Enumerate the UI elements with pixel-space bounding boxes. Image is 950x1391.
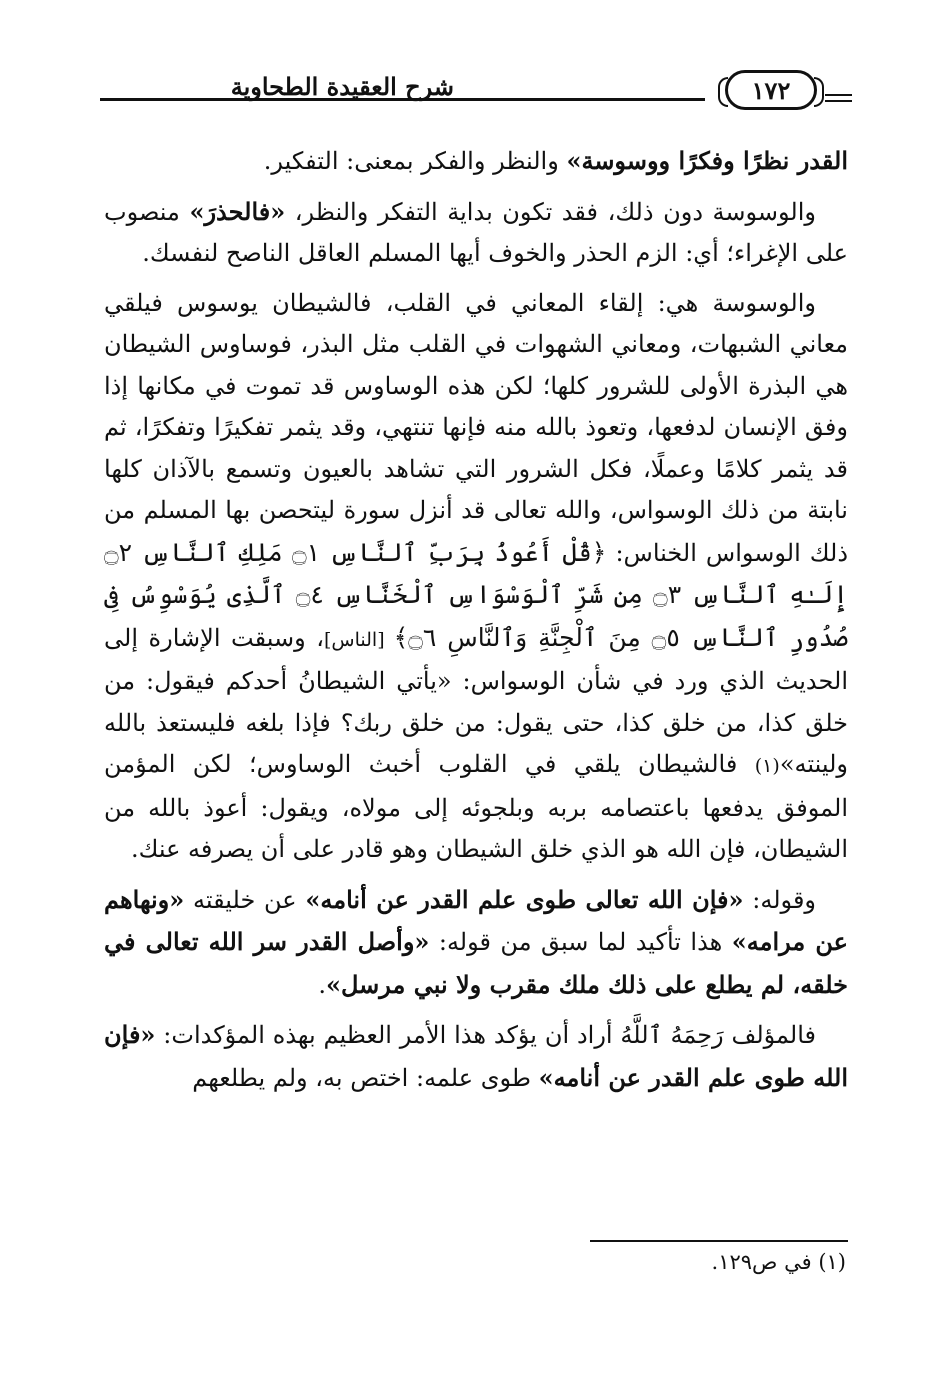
quoted-text: «ونهاهم عن مرامه» — [104, 884, 849, 956]
paragraph — [104, 879, 848, 1007]
paragraph — [104, 283, 848, 871]
page-header — [100, 58, 852, 118]
header-rule-right — [825, 94, 852, 96]
text-segment: عن خليقته — [184, 885, 306, 914]
text-segment: والوسوسة هي: إلقاء المعاني في القلب، فالشيطان يوسوس فيلقي معاني الشبهات، ومعاني الشهوات في القلب مثل البذر، فوساوس الشيطان هي البذرة الأولى للشرور كلها؛ لكن هذه الوساوس قد تموت في مكانها إذا وفق الإنسان لدفعها، وتعوذ بالله منه فإنها تنتهي، وقد يثمر تفكيرًا وتفكرًا، ثم قد يثمر كلامًا وعملًا، فكل الشرور التي تشاهد بالعيون وتسمع بالآذان كلها نابتة من ذلك الوسواس، والله تعالى قد أنزل سورة ليتحصن بها المسلم من ذلك الوسواس الخناس: — [104, 288, 849, 567]
footnote-rule — [590, 1240, 848, 1242]
text-segment: وقوله: — [743, 885, 817, 914]
quoted-text: «فإن الله تعالى طوى علم القدر عن أنامه» — [305, 884, 744, 914]
text-segment: (١) — [754, 755, 780, 777]
quoted-text: القدر نظرًا وفكرًا ووسوسة» — [566, 146, 848, 175]
quoted-text: «فالحذرَ» — [189, 196, 286, 226]
book-title: شرح العقيدة الطحاوية — [230, 72, 454, 101]
header-rule — [100, 98, 705, 101]
quoted-text: «فإن الله طوى علم القدر عن أنامه» — [104, 1020, 848, 1092]
text-segment: [الناس] — [324, 628, 394, 651]
text-segment: منصوب على الإغراء؛ أي: الزم الحذر والخوف أيها المسلم العاقل الناصح لنفسك. — [104, 197, 848, 267]
quoted-text: «وأصل القدر سر الله تعالى في خلقه، لم يطلع على ذلك ملك مقرب ولا نبي مرسل» — [104, 927, 848, 999]
text-segment: فالمؤلف رَحِمَهُ ٱللَّهُ أراد أن يؤكد هذا الأمر العظيم بهذه المؤكدات: — [155, 1021, 816, 1049]
paragraph — [104, 1014, 848, 1099]
text-segment: فالشيطان يلقي في القلوب أخبث الوساوس؛ لكن المؤمن الموفق يدفعها باعتصامه بربه وبلجوئه إلى مولاه، ويقول: أعوذ بالله من الشيطان، فإن الله هو الذي خلق الشيطان وهو قادر على أن يصرفه عنك. — [104, 750, 848, 863]
text-segment: . — [318, 970, 326, 999]
paragraph — [104, 140, 848, 183]
page-body — [104, 140, 848, 1107]
footnote: (١) في ص١٢٩. — [711, 1250, 846, 1274]
text-segment: والوسوسة دون ذلك، فقد تكون بداية التفكر والنظر، — [285, 197, 817, 226]
page-number-badge — [725, 70, 817, 110]
text-segment: والنظر والفكر بمعنى: التفكير. — [263, 147, 567, 175]
paragraph — [104, 191, 848, 275]
header-rule-right-2 — [825, 100, 852, 102]
text-segment: طوى علمه: اختص به، ولم يطلعهم — [192, 1063, 539, 1092]
text-segment: «يأتي الشيطانُ أحدكم فيقول: من خلق كذا، من خلق كذا، حتى يقول: من خلق ربك؟ فإذا بلغه فليستعذ بالله ولينته» — [104, 667, 848, 778]
text-segment: ، وسبقت الإشارة إلى الحديث الذي ورد في شأن الوسواس: — [104, 623, 848, 695]
page-number: ١٧٢ — [751, 75, 791, 105]
text-segment: هذا تأكيد لما سبق من قوله: — [429, 928, 732, 956]
quran-verse: ﴿قُلْ أَعُوذُ بِرَبِّ ٱلنَّاسِ ۝١ مَلِكِ ٱلنَّاسِ ۝٢ إِلَـٰهِ ٱلنَّاسِ ۝٣ مِن شَرِّ ٱلْوَسْوَاسِ ٱلْخَنَّاسِ ۝٤ ٱلَّذِى يُوَسْوِسُ فِى صُدُورِ ٱلنَّاسِ ۝٥ مِنَ ٱلْجِنَّةِ وَٱلنَّاسِ ۝٦﴾ — [104, 537, 848, 652]
